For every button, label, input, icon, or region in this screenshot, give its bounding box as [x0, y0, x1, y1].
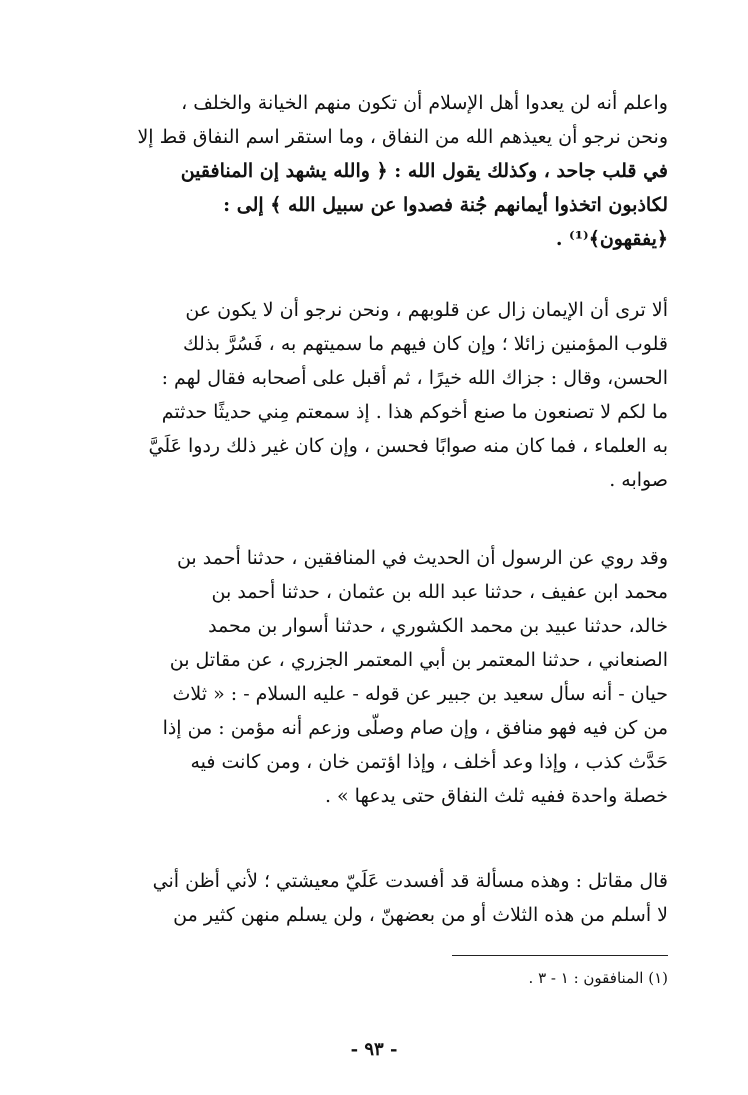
text-line: وقد روي عن الرسول أن الحديث في المنافقين ، حدثنا أحمد بن	[176, 547, 668, 569]
text-line: حَدَّث كذب ، وإذا وعد أخلف ، وإذا اؤتمن خان ، ومن كانت فيه	[190, 751, 668, 773]
text-line: خالد، حدثنا عبيد بن محمد الكشوري ، حدثنا أسوار بن محمد	[208, 615, 668, 637]
text-line: الصنعاني ، حدثنا المعتمر بن أبي المعتمر الجزري ، عن مقاتل بن	[169, 649, 668, 671]
text-line: حيان - أنه سأل سعيد بن جبير عن قوله - عليه السلام - : « ثلاث	[172, 683, 668, 705]
text-line: محمد ابن عفيف ، حدثنا عبد الله بن عثمان ، حدثنا أحمد بن	[211, 581, 668, 603]
footnote-divider	[452, 955, 668, 956]
paragraph-2	[74, 293, 668, 497]
paragraph-3	[74, 541, 668, 813]
quran-verse-line: لكاذبون اتخذوا أيمانهم جُنة فصدوا عن سبيل الله ﴾ إلى :	[223, 194, 668, 216]
footnote: (١) المنافقون : ١ - ٣ .	[528, 969, 668, 987]
paragraph-1	[74, 86, 668, 256]
paragraph-4	[74, 864, 668, 932]
quran-verse-line: في قلب جاحد ، وكذلك يقول الله : ﴿ والله يشهد إن المنافقين	[180, 160, 668, 182]
text-line: الحسن، وقال : جزاك الله خيرًا ، ثم أقبل على أصحابه فقال لهم :	[161, 367, 668, 389]
text-line: خصلة واحدة ففيه ثلث النفاق حتى يدعها » .	[324, 785, 668, 807]
text-line: قال مقاتل : وهذه مسألة قد أفسدت عَلَيّ معيشتي ؛ لأني أظن أني	[152, 870, 668, 892]
text-line: واعلم أنه لن يعدوا أهل الإسلام أن تكون منهم الخيانة والخلف ،	[181, 92, 668, 114]
text-line: ما لكم لا تصنعون ما صنع أخوكم هذا . إذ سمعتم مِني حديثًا حدثتم	[161, 401, 668, 423]
text-line: قلوب المؤمنين زائلا ؛ وإن كان فيهم ما سميتهم به ، فَسُرَّ بذلك	[183, 333, 668, 355]
text-line: ونحن نرجو أن يعيذهم الله من النفاق ، وما استقر اسم النفاق قط إلا	[137, 126, 668, 148]
text-line: به العلماء ، فما كان منه صوابًا فحسن ، وإن كان غير ذلك ردوا عَلَيَّ	[148, 435, 668, 457]
text-line: من كن فيه فهو منافق ، وإن صام وصلّى وزعم أنه مؤمن : من إذا	[162, 717, 668, 739]
text-line: ألا ترى أن الإيمان زال عن قلوبهم ، ونحن نرجو أن لا يكون عن	[185, 299, 668, 321]
text-line: لا أسلم من هذه الثلاث أو من بعضهنّ ، ولن يسلم منهن كثير من	[173, 904, 668, 926]
page-number: - ٩٣ -	[350, 1039, 398, 1060]
quran-verse-line: ﴿يفقهون﴾⁽¹⁾ .	[555, 228, 668, 250]
text-line: صوابه .	[609, 469, 668, 491]
